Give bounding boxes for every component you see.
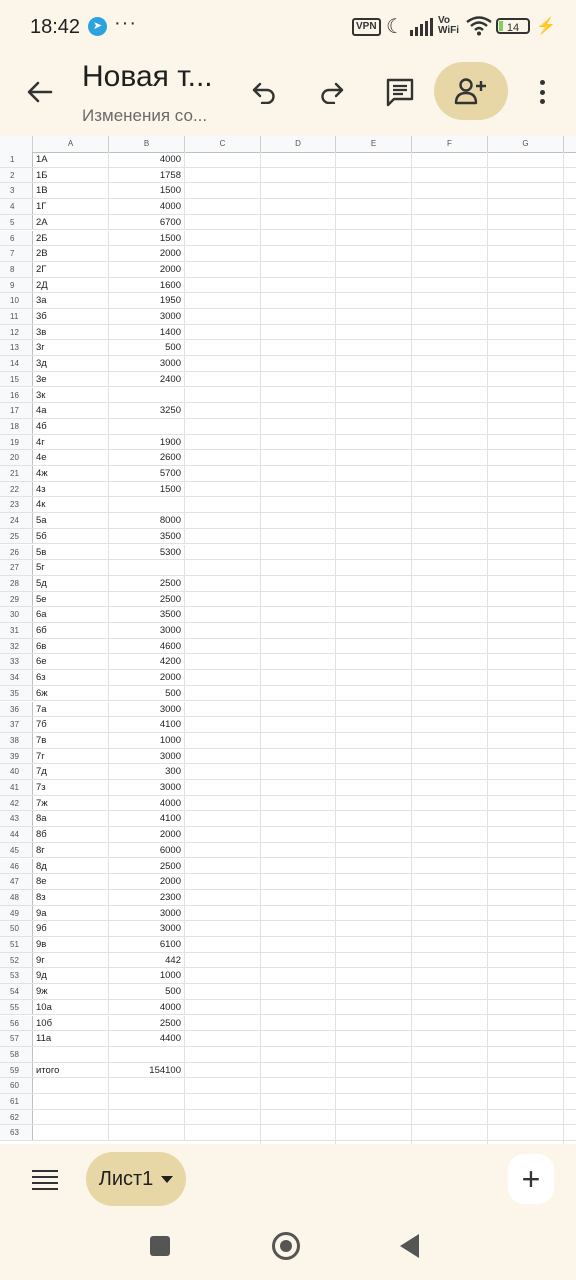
cell-b[interactable]: 1000	[109, 968, 185, 983]
row-number[interactable]: 33	[0, 654, 33, 669]
cell-b[interactable]: 6700	[109, 215, 185, 230]
table-row	[0, 780, 576, 796]
table-row	[0, 199, 576, 215]
row-number[interactable]: 34	[0, 670, 33, 685]
cell-a[interactable]: 4к	[33, 497, 109, 512]
battery-icon: 14	[496, 18, 530, 34]
row-number[interactable]: 46	[0, 859, 33, 874]
row-number[interactable]: 51	[0, 937, 33, 952]
vowifi-icon: Vo WiFi	[438, 15, 460, 36]
cell-a[interactable]: 6е	[33, 654, 109, 669]
row-number[interactable]: 16	[0, 388, 33, 403]
cell-a[interactable]: 6з	[33, 670, 109, 685]
cell-b[interactable]	[109, 497, 185, 512]
row-number[interactable]: 50	[0, 921, 33, 936]
row-number[interactable]: 23	[0, 497, 33, 512]
row-number[interactable]: 20	[0, 450, 33, 465]
row-number[interactable]: 14	[0, 356, 33, 371]
cell-a[interactable]: 6а	[33, 607, 109, 622]
status-bar	[0, 0, 576, 56]
table-row	[0, 1063, 576, 1079]
cell-a[interactable]: 5е	[33, 592, 109, 607]
comment-icon	[385, 77, 415, 107]
cell-b[interactable]: 3250	[109, 403, 185, 418]
undo-icon	[250, 80, 278, 104]
cell-a[interactable]: 7ж	[33, 796, 109, 811]
dropdown-arrow-icon	[161, 1176, 173, 1183]
table-row	[0, 435, 576, 451]
cell-a[interactable]: 3к	[33, 388, 109, 403]
cell-a[interactable]: 4а	[33, 403, 109, 418]
table-row	[0, 388, 576, 404]
cell-a[interactable]: 9б	[33, 921, 109, 936]
add-button[interactable]: +	[508, 1154, 554, 1204]
table-row	[0, 890, 576, 906]
home-icon[interactable]	[272, 1232, 300, 1260]
table-row	[0, 1016, 576, 1032]
cell-a[interactable]: итого	[33, 1063, 109, 1078]
cell-a[interactable]: 7г	[33, 749, 109, 764]
table-row	[0, 623, 576, 639]
table-row	[0, 764, 576, 780]
row-number[interactable]: 6	[0, 231, 33, 246]
cell-a[interactable]: 1А	[33, 152, 109, 167]
cell-a[interactable]: 6ж	[33, 686, 109, 701]
cell-b[interactable]: 6100	[109, 937, 185, 952]
row-number[interactable]: 19	[0, 435, 33, 450]
cell-b[interactable]: 2400	[109, 372, 185, 387]
row-number[interactable]: 2	[0, 168, 33, 183]
cell-a[interactable]: 2В	[33, 246, 109, 261]
row-number[interactable]: 47	[0, 874, 33, 889]
cell-a[interactable]	[33, 1110, 109, 1125]
table-row	[0, 246, 576, 262]
table-row	[0, 152, 576, 168]
redo-icon	[318, 80, 346, 104]
row-number[interactable]: 12	[0, 325, 33, 340]
cell-b[interactable]: 2500	[109, 576, 185, 591]
cell-b[interactable]: 4100	[109, 717, 185, 732]
vpn-badge: VPN	[352, 18, 381, 36]
table-row	[0, 168, 576, 184]
table-row	[0, 278, 576, 294]
row-number[interactable]: 42	[0, 796, 33, 811]
column-header[interactable]: A	[33, 136, 109, 152]
cell-b[interactable]	[109, 1110, 185, 1125]
cell-b[interactable]: 1900	[109, 435, 185, 450]
cell-a[interactable]: 7в	[33, 733, 109, 748]
cell-b[interactable]: 4000	[109, 1000, 185, 1015]
more-notifications-icon: ···	[114, 12, 137, 34]
table-row	[0, 906, 576, 922]
cell-b[interactable]: 3000	[109, 356, 185, 371]
row-number[interactable]: 55	[0, 1000, 33, 1015]
back-icon[interactable]	[400, 1234, 419, 1258]
cell-a[interactable]: 4е	[33, 450, 109, 465]
table-row	[0, 639, 576, 655]
row-number[interactable]: 21	[0, 466, 33, 481]
table-row	[0, 403, 576, 419]
row-number[interactable]: 45	[0, 843, 33, 858]
table-row	[0, 874, 576, 890]
table-row	[0, 984, 576, 1000]
cell-b[interactable]: 3000	[109, 921, 185, 936]
table-row	[0, 325, 576, 341]
cell-b[interactable]: 1500	[109, 183, 185, 198]
cell-b[interactable]: 1500	[109, 231, 185, 246]
cell-b[interactable]	[109, 1125, 185, 1140]
cell-a[interactable]: 7а	[33, 702, 109, 717]
cell-a[interactable]: 3д	[33, 356, 109, 371]
row-number[interactable]: 49	[0, 906, 33, 921]
row-number[interactable]: 38	[0, 733, 33, 748]
row-number[interactable]: 15	[0, 372, 33, 387]
row-number[interactable]: 24	[0, 513, 33, 528]
row-number[interactable]: 4	[0, 199, 33, 214]
cell-b[interactable]: 5300	[109, 545, 185, 560]
column-header[interactable]: F	[412, 136, 488, 152]
row-number[interactable]: 35	[0, 686, 33, 701]
row-number[interactable]: 10	[0, 293, 33, 308]
table-row	[0, 937, 576, 953]
row-number[interactable]: 39	[0, 749, 33, 764]
row-number[interactable]: 57	[0, 1031, 33, 1046]
table-row	[0, 309, 576, 325]
table-row	[0, 497, 576, 513]
toolbar	[0, 56, 576, 136]
cell-a[interactable]: 5в	[33, 545, 109, 560]
row-number[interactable]: 28	[0, 576, 33, 591]
table-row	[0, 859, 576, 875]
row-number[interactable]: 56	[0, 1016, 33, 1031]
undo-button[interactable]	[244, 72, 284, 112]
table-row	[0, 513, 576, 529]
do-not-disturb-icon: ☾	[386, 16, 404, 38]
cell-a[interactable]: 9г	[33, 953, 109, 968]
row-number[interactable]: 1	[0, 152, 33, 167]
table-row	[0, 921, 576, 937]
row-number[interactable]: 52	[0, 953, 33, 968]
cell-b[interactable]: 1000	[109, 733, 185, 748]
spreadsheet-grid[interactable]	[0, 136, 576, 1144]
cell-b[interactable]: 1500	[109, 482, 185, 497]
signal-icon	[410, 18, 434, 36]
column-header[interactable]: E	[336, 136, 412, 152]
comments-button[interactable]	[380, 72, 420, 112]
cell-a[interactable]: 7б	[33, 717, 109, 732]
cell-a[interactable]: 4б	[33, 419, 109, 434]
recents-icon[interactable]	[150, 1236, 170, 1256]
cell-b[interactable]: 4000	[109, 152, 185, 167]
row-number[interactable]: 3	[0, 183, 33, 198]
cell-b[interactable]: 500	[109, 340, 185, 355]
cell-a[interactable]: 4г	[33, 435, 109, 450]
system-nav-bar	[0, 1216, 576, 1280]
cell-b[interactable]: 3000	[109, 702, 185, 717]
cell-b[interactable]: 4200	[109, 654, 185, 669]
cell-b[interactable]	[109, 419, 185, 434]
cell-b[interactable]: 2000	[109, 670, 185, 685]
cell-a[interactable]: 2Г	[33, 262, 109, 277]
cell-a[interactable]: 9д	[33, 968, 109, 983]
sheet-tab[interactable]	[86, 1152, 186, 1206]
add-person-icon	[454, 77, 488, 105]
wifi-icon	[466, 16, 492, 36]
table-row	[0, 1000, 576, 1016]
cell-b[interactable]: 2000	[109, 874, 185, 889]
cell-a[interactable]: 10а	[33, 1000, 109, 1015]
cell-b[interactable]: 2000	[109, 827, 185, 842]
row-number[interactable]: 44	[0, 827, 33, 842]
table-row	[0, 702, 576, 718]
column-header-row	[0, 136, 576, 153]
row-number[interactable]: 31	[0, 623, 33, 638]
table-row	[0, 654, 576, 670]
table-row	[0, 1110, 576, 1126]
row-number[interactable]: 59	[0, 1063, 33, 1078]
row-number[interactable]: 7	[0, 246, 33, 261]
table-row	[0, 560, 576, 576]
row-number[interactable]: 61	[0, 1094, 33, 1109]
cell-b[interactable]: 1600	[109, 278, 185, 293]
cell-a[interactable]: 7д	[33, 764, 109, 779]
row-number[interactable]: 29	[0, 592, 33, 607]
table-row	[0, 293, 576, 309]
cell-b[interactable]	[109, 1078, 185, 1093]
cell-b[interactable]: 4000	[109, 796, 185, 811]
cell-a[interactable]: 2Д	[33, 278, 109, 293]
table-row	[0, 545, 576, 561]
row-number[interactable]: 17	[0, 403, 33, 418]
table-row	[0, 1047, 576, 1063]
cell-b[interactable]: 2600	[109, 450, 185, 465]
row-number[interactable]: 25	[0, 529, 33, 544]
cell-b[interactable]: 3500	[109, 529, 185, 544]
table-row	[0, 529, 576, 545]
cell-a[interactable]: 5а	[33, 513, 109, 528]
cell-a[interactable]: 8а	[33, 811, 109, 826]
row-number[interactable]: 18	[0, 419, 33, 434]
cell-b[interactable]: 3000	[109, 906, 185, 921]
cell-b[interactable]: 4000	[109, 199, 185, 214]
back-arrow-icon[interactable]	[24, 76, 56, 108]
sheets-menu-icon[interactable]	[32, 1170, 58, 1190]
cell-b[interactable]: 500	[109, 984, 185, 999]
more-options-icon[interactable]	[532, 76, 552, 108]
row-number[interactable]: 60	[0, 1078, 33, 1093]
row-number[interactable]: 9	[0, 278, 33, 293]
cell-a[interactable]: 8г	[33, 843, 109, 858]
cell-b[interactable]: 4100	[109, 811, 185, 826]
row-number[interactable]: 43	[0, 811, 33, 826]
table-row	[0, 796, 576, 812]
cell-a[interactable]: 2Б	[33, 231, 109, 246]
row-number[interactable]: 5	[0, 215, 33, 230]
table-row	[0, 607, 576, 623]
table-row	[0, 733, 576, 749]
corner-cell[interactable]	[0, 136, 33, 152]
cell-b[interactable]	[109, 1047, 185, 1062]
cell-a[interactable]: 4з	[33, 482, 109, 497]
share-button[interactable]	[434, 62, 508, 120]
cell-b[interactable]: 300	[109, 764, 185, 779]
cell-a[interactable]: 2А	[33, 215, 109, 230]
row-number[interactable]: 11	[0, 309, 33, 324]
table-row	[0, 968, 576, 984]
cell-b[interactable]: 2000	[109, 246, 185, 261]
cell-a[interactable]	[33, 1047, 109, 1062]
cell-a[interactable]	[33, 1078, 109, 1093]
cell-b[interactable]: 3000	[109, 749, 185, 764]
charging-icon: ⚡	[536, 18, 556, 35]
cell-b[interactable]: 442	[109, 953, 185, 968]
cell-a[interactable]: 9а	[33, 906, 109, 921]
cell-b[interactable]: 1758	[109, 168, 185, 183]
row-number[interactable]: 36	[0, 702, 33, 717]
row-number[interactable]: 22	[0, 482, 33, 497]
row-number[interactable]: 26	[0, 545, 33, 560]
cell-a[interactable]: 4ж	[33, 466, 109, 481]
row-number[interactable]: 27	[0, 560, 33, 575]
table-row	[0, 262, 576, 278]
table-row	[0, 1031, 576, 1047]
cell-b[interactable]: 3500	[109, 607, 185, 622]
cell-a[interactable]: 5г	[33, 560, 109, 575]
table-row	[0, 466, 576, 482]
table-row	[0, 811, 576, 827]
column-header[interactable]: C	[185, 136, 261, 152]
cell-b[interactable]: 154100	[109, 1063, 185, 1078]
cell-b[interactable]: 3000	[109, 309, 185, 324]
document-title[interactable]: Новая т...	[82, 60, 213, 93]
table-row	[0, 340, 576, 356]
cell-a[interactable]: 9в	[33, 937, 109, 952]
row-number[interactable]: 8	[0, 262, 33, 277]
cell-a[interactable]: 7з	[33, 780, 109, 795]
cell-a[interactable]: 1Б	[33, 168, 109, 183]
column-header[interactable]: D	[261, 136, 336, 152]
cell-b[interactable]: 4600	[109, 639, 185, 654]
table-row	[0, 827, 576, 843]
table-row	[0, 450, 576, 466]
cell-b[interactable]: 2500	[109, 592, 185, 607]
cell-a[interactable]: 11а	[33, 1031, 109, 1046]
cell-a[interactable]: 9ж	[33, 984, 109, 999]
telegram-icon: ➤	[88, 17, 107, 36]
cell-b[interactable]: 3000	[109, 780, 185, 795]
cell-a[interactable]	[33, 1094, 109, 1109]
row-number[interactable]: 63	[0, 1125, 33, 1140]
row-number[interactable]: 37	[0, 717, 33, 732]
cell-a[interactable]: 5д	[33, 576, 109, 591]
row-number[interactable]: 58	[0, 1047, 33, 1062]
row-number[interactable]: 53	[0, 968, 33, 983]
redo-button[interactable]	[312, 72, 352, 112]
table-row	[0, 231, 576, 247]
cell-a[interactable]: 6б	[33, 623, 109, 638]
cell-a[interactable]: 8д	[33, 859, 109, 874]
cell-b[interactable]: 2300	[109, 890, 185, 905]
cell-a[interactable]	[33, 1125, 109, 1140]
clock: 18:42	[30, 16, 81, 38]
cell-a[interactable]: 8б	[33, 827, 109, 842]
table-row	[0, 592, 576, 608]
table-row	[0, 372, 576, 388]
cell-b[interactable]: 1950	[109, 293, 185, 308]
bottom-bar	[0, 1144, 576, 1216]
table-row	[0, 843, 576, 859]
cell-a[interactable]: 3в	[33, 325, 109, 340]
row-number[interactable]: 48	[0, 890, 33, 905]
table-row	[0, 215, 576, 231]
cell-b[interactable]: 2000	[109, 262, 185, 277]
table-row	[0, 953, 576, 969]
cell-a[interactable]: 3б	[33, 309, 109, 324]
table-row	[0, 183, 576, 199]
cell-a[interactable]: 10б	[33, 1016, 109, 1031]
cell-a[interactable]: 5б	[33, 529, 109, 544]
table-row	[0, 356, 576, 372]
column-header[interactable]: B	[109, 136, 185, 152]
cell-b[interactable]: 3000	[109, 623, 185, 638]
table-row	[0, 419, 576, 435]
cell-b[interactable]	[109, 388, 185, 403]
row-number[interactable]: 54	[0, 984, 33, 999]
row-number[interactable]: 40	[0, 764, 33, 779]
cell-a[interactable]: 3е	[33, 372, 109, 387]
table-row	[0, 576, 576, 592]
cell-b[interactable]	[109, 1094, 185, 1109]
cell-b[interactable]: 2500	[109, 1016, 185, 1031]
cell-b[interactable]: 2500	[109, 859, 185, 874]
cell-a[interactable]: 8з	[33, 890, 109, 905]
cell-b[interactable]: 8000	[109, 513, 185, 528]
cell-a[interactable]: 1Г	[33, 199, 109, 214]
row-number[interactable]: 32	[0, 639, 33, 654]
cell-b[interactable]: 4400	[109, 1031, 185, 1046]
row-number[interactable]: 41	[0, 780, 33, 795]
table-row	[0, 717, 576, 733]
cell-b[interactable]: 5700	[109, 466, 185, 481]
sheet-tab-label: Лист1	[98, 1167, 154, 1190]
cell-a[interactable]: 3а	[33, 293, 109, 308]
cell-b[interactable]: 500	[109, 686, 185, 701]
save-status: Изменения со...	[82, 106, 208, 125]
cell-a[interactable]: 8е	[33, 874, 109, 889]
cell-a[interactable]: 3г	[33, 340, 109, 355]
table-row	[0, 1125, 576, 1141]
row-number[interactable]: 13	[0, 340, 33, 355]
cell-b[interactable]: 1400	[109, 325, 185, 340]
row-number[interactable]: 30	[0, 607, 33, 622]
cell-a[interactable]: 6в	[33, 639, 109, 654]
column-header[interactable]: G	[488, 136, 564, 152]
table-row	[0, 482, 576, 498]
cell-b[interactable]: 6000	[109, 843, 185, 858]
table-row	[0, 1094, 576, 1110]
table-row	[0, 749, 576, 765]
table-row	[0, 1078, 576, 1094]
table-row	[0, 686, 576, 702]
cell-b[interactable]	[109, 560, 185, 575]
row-number[interactable]: 62	[0, 1110, 33, 1125]
table-row	[0, 670, 576, 686]
cell-a[interactable]: 1В	[33, 183, 109, 198]
